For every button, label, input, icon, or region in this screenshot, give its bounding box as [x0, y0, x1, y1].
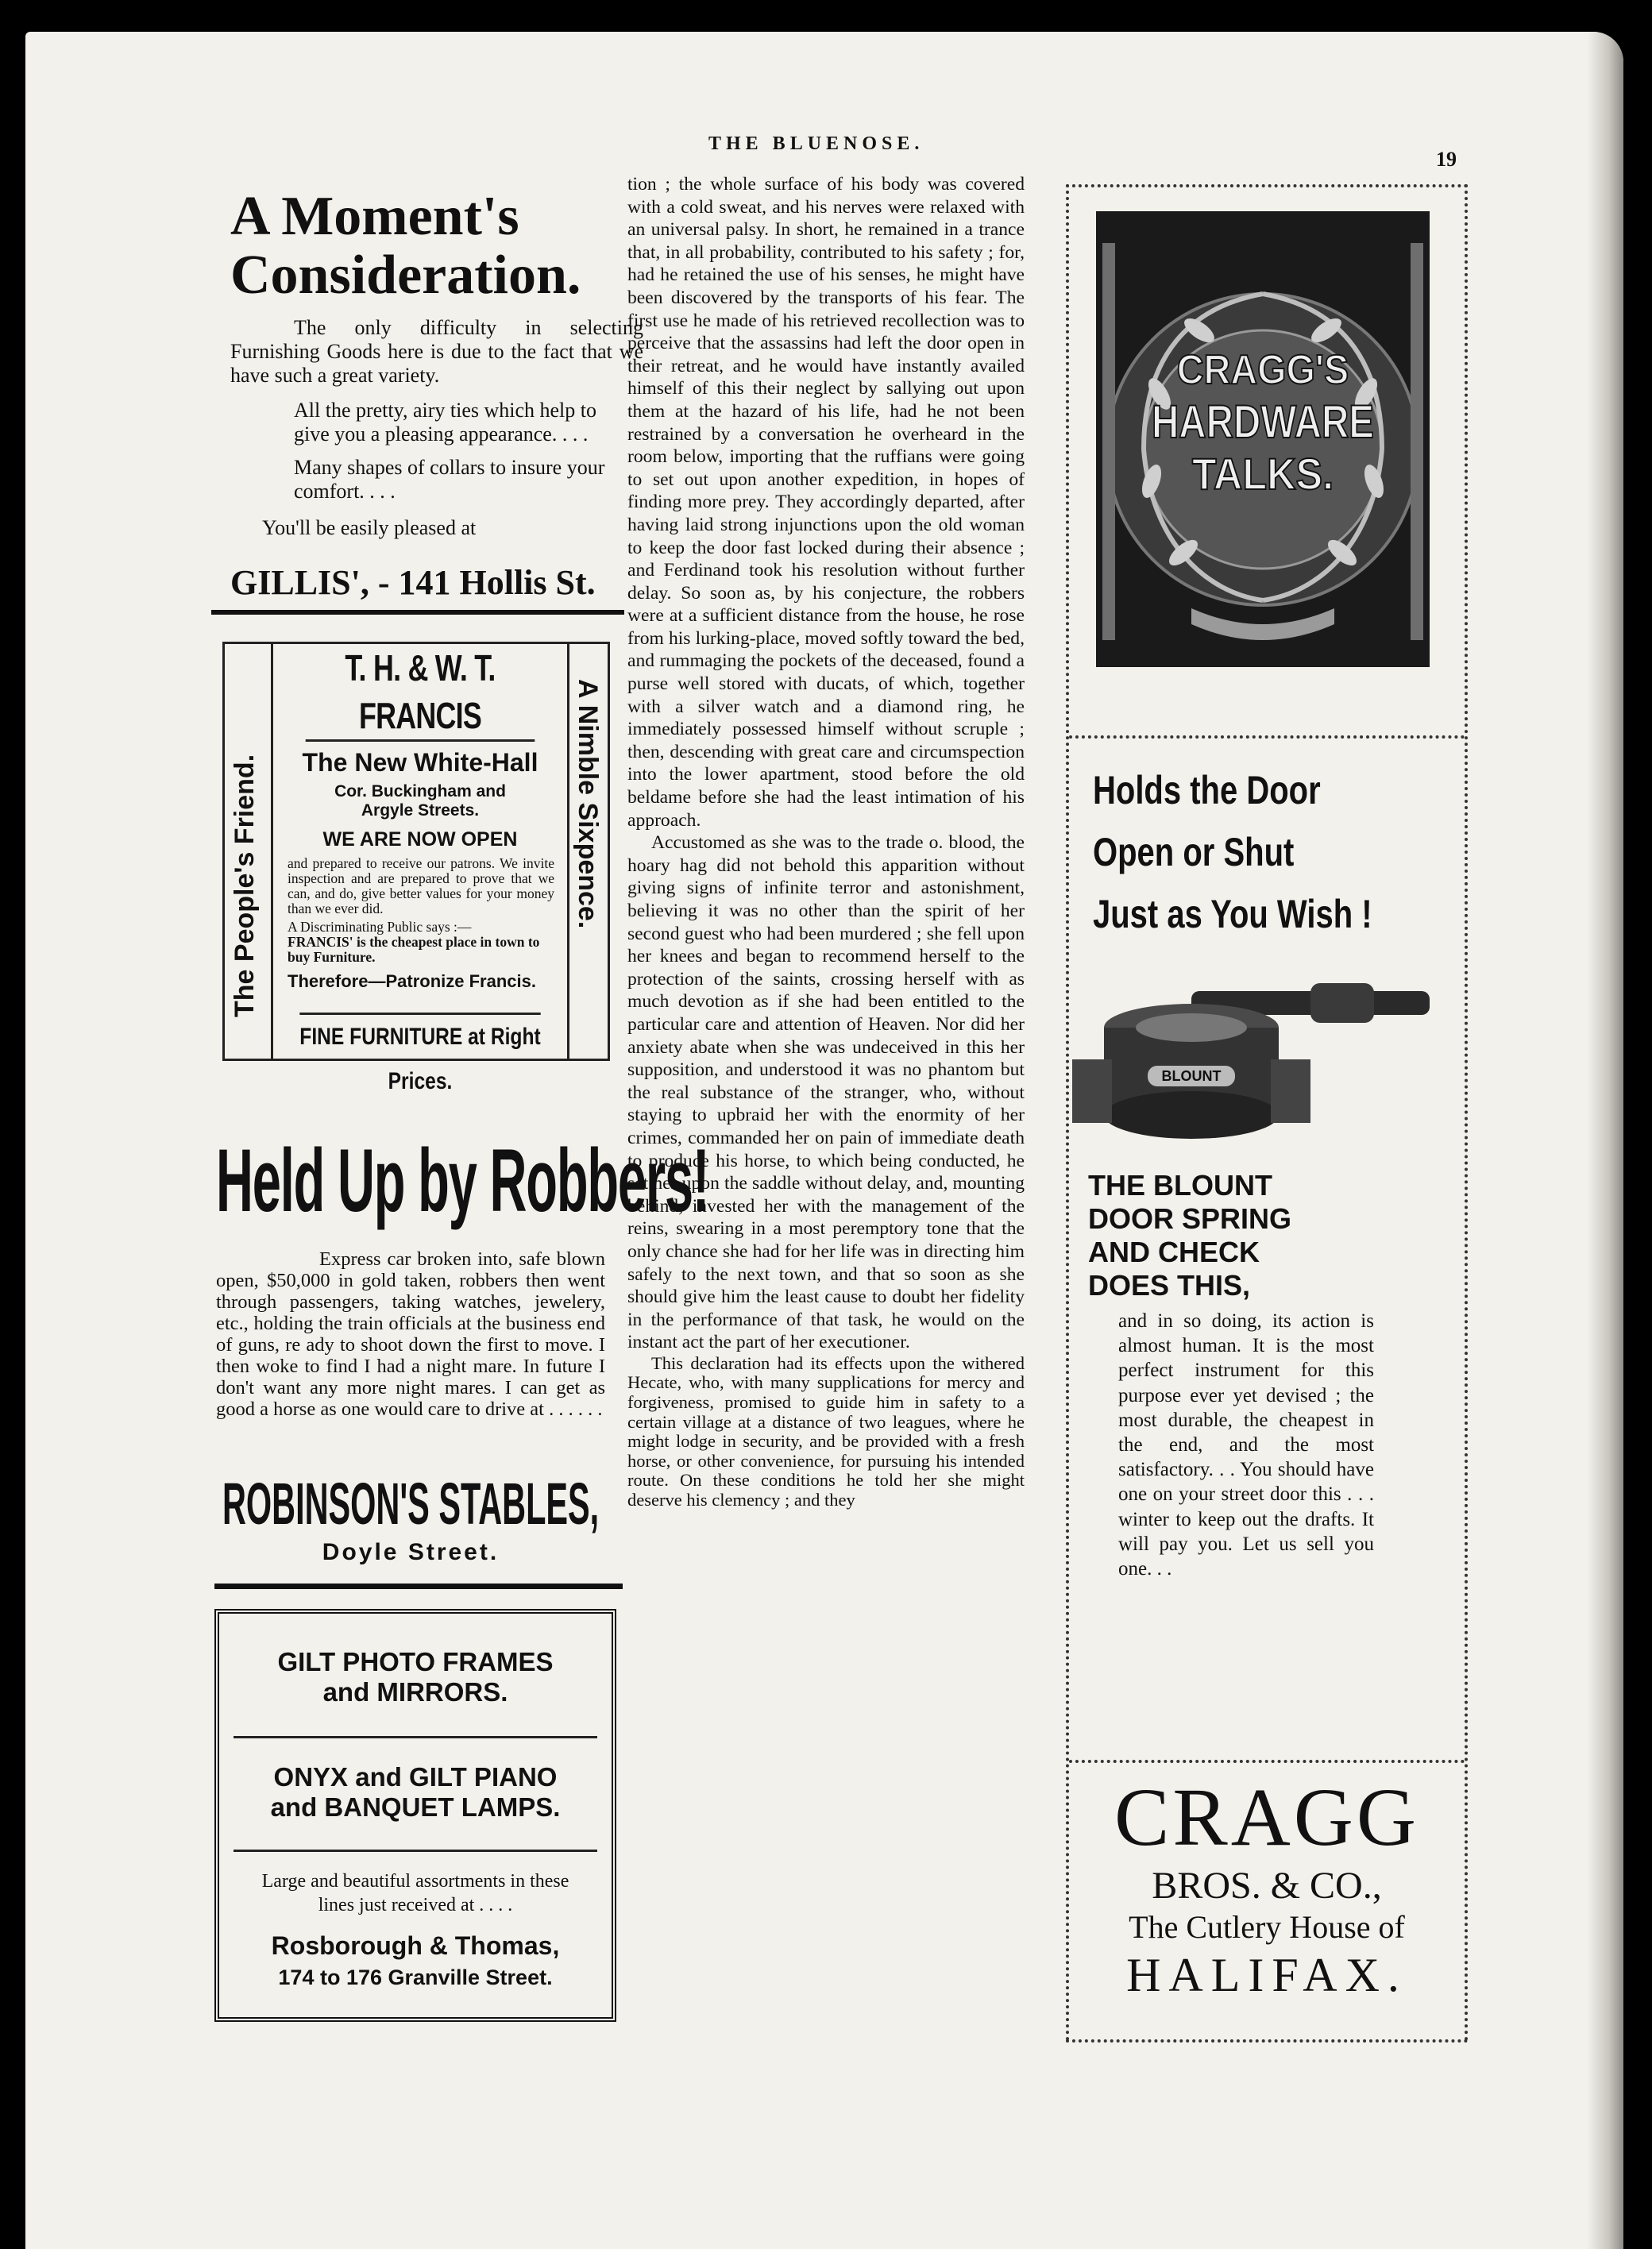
rosborough-divider — [234, 1736, 597, 1738]
ad-cragg — [1066, 184, 1468, 2043]
gillis-para-2: All the pretty, airy ties which help to give you a pleasing appearance. . . . — [294, 399, 596, 446]
cragg-headline-3: Just as You Wish ! — [1093, 892, 1372, 936]
francis-footer: FINE FURNITURE at Right Prices. — [299, 1013, 540, 1104]
francis-side-left: The People's Friend. — [230, 754, 260, 1017]
francis-open: WE ARE NOW OPEN — [322, 828, 518, 851]
cragg-name-2: BROS. & CO., — [1152, 1865, 1382, 1907]
hardware-talks-emblem — [1096, 211, 1430, 667]
emblem-line-2: HARDWARE — [1151, 396, 1375, 448]
francis-store: The New White-Hall — [302, 748, 538, 777]
robinson-street: Doyle Street. — [322, 1539, 500, 1565]
cragg-headline — [1093, 759, 1411, 945]
cragg-caption-1: THE BLOUNT — [1088, 1169, 1272, 1202]
cragg-headline-2: Open or Shut — [1093, 830, 1295, 874]
product-label: BLOUNT — [1161, 1068, 1222, 1084]
door-spring-illustration — [1072, 972, 1438, 1147]
francis-address-2: Argyle Streets. — [361, 801, 480, 820]
rosborough-address: 174 to 176 Granville Street. — [278, 1965, 553, 1989]
francis-inner — [271, 644, 569, 1094]
ad-gillis — [230, 187, 643, 602]
rosborough-divider-2 — [234, 1850, 597, 1852]
cragg-dotted-divider — [1069, 735, 1465, 739]
cragg-dotted-divider-2 — [1069, 1760, 1465, 1763]
cragg-name: CRAGG — [1114, 1772, 1420, 1863]
divider-rule-2 — [214, 1584, 623, 1589]
cragg-caption-4: DOES THIS, — [1088, 1269, 1251, 1302]
divider-rule — [211, 610, 624, 615]
article-paragraph: Accustomed as she was to the trade o. blood, the hoary hag did not behold this apparition without giving signs of infinite terror and astonishment, believing it was no other than the spirit of her second guest who had been murdered ; she fell upon her knees and began to recommend herself to the protection of the saints, crossing herself with as much devotion as if she had been entitled to the particular care and attention of Heaven. Nor did her anxiety abate when she was undeceived in this her supposition, and understood it was no phantom but the real substance of the stranger, who, without staying to upbraid her with the enormity of her crimes, commanded her on pain of immediate death to produce his horse, to which being conducted, he set her upon the saddle without delay, and, mounting behind, invested her with the management of the reins, swearing in a most peremptory tone that the only chance she had for her life was in directing him safely to the next town, and that so soon as she should give him the least cause to doubt her fidelity in the performance of that task, he would on the instant act the part of her executioner. — [627, 832, 1025, 1353]
francis-address-1: Cor. Buckingham and — [334, 782, 506, 800]
rosborough-line-1b: and MIRRORS. — [322, 1677, 508, 1707]
rosborough-name: Rosborough & Thomas, — [271, 1931, 560, 1960]
rosborough-line-2a: ONYX and GILT PIANO — [273, 1762, 558, 1792]
cragg-headline-1: Holds the Door — [1093, 768, 1321, 812]
rosborough-line-1a: GILT PHOTO FRAMES — [277, 1647, 554, 1676]
francis-public-1: A Discriminating Public says :— — [288, 919, 472, 935]
newspaper-page — [25, 32, 1623, 2249]
gillis-headline-2: Consideration. — [230, 245, 581, 306]
article-paragraph: This declaration had its effects upon the withered Hecate, who, with many supplications for mercy and forgiveness, promised to guide him in safety to a certain village at a distance of two leagues, where he might lodge in security, and be provided with a fresh horse, or other convenience, for pursuing his intended route. On these conditions he told her she might deserve his clemency ; and they — [627, 1352, 1025, 1510]
cragg-caption — [1088, 1169, 1453, 1302]
article-column — [627, 173, 1025, 1510]
rosborough-line-2b: and BANQUET LAMPS. — [270, 1792, 561, 1822]
ad-francis — [222, 642, 610, 1094]
gillis-para-1: The only difficulty in selecting Furnishing Goods here is due to the fact that we have such a great variety. — [230, 316, 643, 387]
francis-closing: Therefore—Patronize Francis. — [288, 971, 536, 991]
gillis-headline-1: A Moment's — [230, 186, 519, 247]
rosborough-line-3: Large and beautiful assortments in these lines just received at . . . . — [261, 1871, 569, 1915]
francis-name: T. H. & W. T. FRANCIS — [306, 644, 535, 742]
page-edge-shadow — [1587, 32, 1623, 2249]
emblem-line-3: TALKS. — [1191, 449, 1334, 499]
cragg-body: and in so doing, its action is almost human. It is the most perfect instrument for this purpose ever yet devised ; the most durable, the cheapest in the end, and the most satisfactory. . . You should have one on your street door this . . . winter to keep out the drafts. It will pay you. Let us sell you one. . . — [1118, 1310, 1374, 1580]
emblem-line-1: CRAGG'S — [1176, 347, 1349, 393]
door-spring-icon — [1072, 972, 1438, 1147]
francis-side-right: A Nimble Sixpence. — [573, 679, 603, 929]
robinson-headline: Held Up by Robbers! — [216, 1131, 709, 1230]
gillis-signature: GILLIS', - 141 Hollis St. — [230, 563, 596, 602]
robinson-name: ROBINSON'S STABLES, — [222, 1471, 600, 1537]
cragg-caption-3: AND CHECK — [1088, 1236, 1260, 1268]
cragg-city: HALIFAX. — [1126, 1949, 1407, 2001]
francis-body: and prepared to receive our patrons. We invite inspection and are prepared to prove that we can, and do, give better values for your money than we ever did. — [288, 855, 554, 916]
robinson-body: Express car broken into, safe blown open, $50,000 in gold taken, robbers then went through passengers, taking watches, jewelery, etc., holding the train officials at the business end of guns, re ady to shoot down the first to move. I then woke to find I had a night mare. In future I don't want any more night mares. I can get as good a horse as one would care to drive at . . . . . . — [216, 1248, 605, 1420]
page-number: 19 — [1436, 148, 1457, 171]
ad-rosborough — [214, 1609, 616, 2022]
gillis-para-3: Many shapes of collars to insure your comfort. . . . — [294, 456, 605, 503]
francis-public-2: FRANCIS' is the cheapest place in town to buy Furniture. — [288, 934, 540, 965]
article-paragraph: tion ; the whole surface of his body was covered with a cold sweat, and his nerves were relaxed with an universal palsy. In short, he remained in a trance that, in all probability, contributed to his safety ; for, had he retained the use of his senses, he might have been discovered by the transports of his fear. The first use he made of his retrieved recollection was to perceive that the assassins had left the door open in their retreat, and he would have instantly availed himself of this their neglect by sallying out upon them at the hazard of his life, had he not been restrained by a conversation he overheard in the room below, importing that the ruffians were going to set out upon another expedition, in hopes of finding more prey. They accordingly departed, after having laid strong injunctions upon the old woman to keep the door fast locked during their absence ; and Ferdinand took his resolution without further delay. So soon as, by his conjecture, the robbers were at a sufficient distance from the house, he rose from his lurking-place, moved softly toward the bed, and rummaging the pockets of the deceased, found a purse well stored with ducats, of which, together with a silver watch and a diamond ring, he immediately possessed himself without scruple ; then, descending with great care and circumspection into the lower apartment, stood before the old beldame before she had the least intimation of his approach. — [627, 174, 1025, 831]
cragg-tagline: The Cutlery House of — [1129, 1909, 1405, 1945]
running-title: THE BLUENOSE. — [708, 133, 924, 154]
cragg-caption-2: DOOR SPRING — [1088, 1202, 1292, 1235]
gillis-para-4: You'll be easily pleased at — [262, 516, 477, 539]
